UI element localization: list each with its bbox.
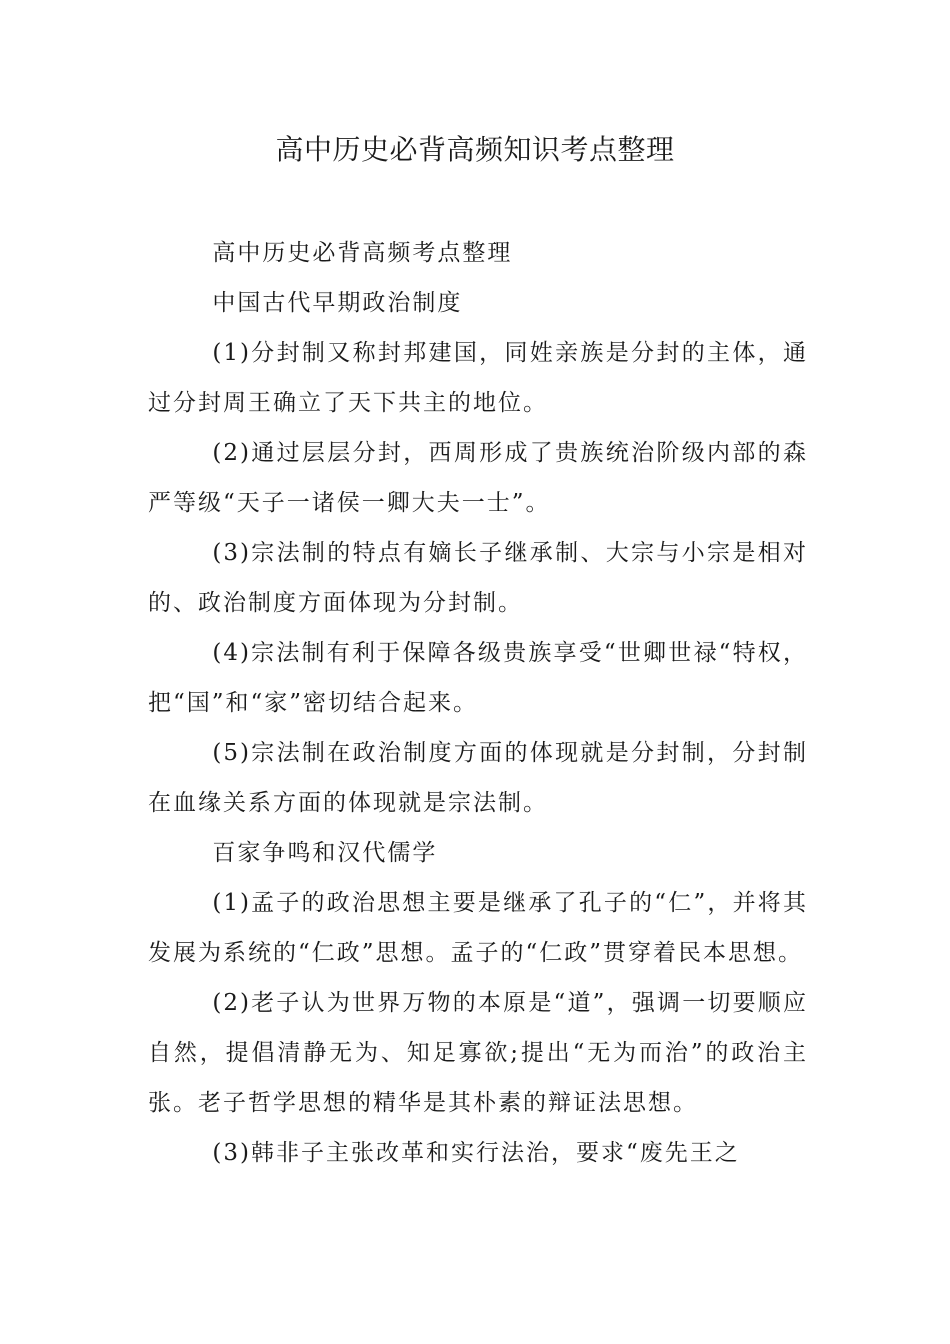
document-subtitle: 高中历史必背高频考点整理: [212, 240, 513, 266]
paragraph-item: (5)宗法制在政治制度方面的体现就是分封制，分封制在血缘关系方面的体现就是宗法制。: [148, 740, 808, 816]
document-body: [148, 228, 808, 1178]
paragraph-item: (2)通过层层分封，西周形成了贵族统治阶级内部的森严等级“天子一诸侯一卿大夫一士”。: [148, 440, 808, 516]
section-heading-early-political-system: 中国古代早期政治制度: [212, 290, 463, 316]
paragraph-item: (4)宗法制有利于保障各级贵族享受“世卿世禄“特权，把“国”和“家”密切结合起来。: [148, 640, 808, 716]
document-title: 高中历史必背高频知识考点整理: [275, 133, 675, 166]
section-heading-hundred-schools: 百家争鸣和汉代儒学: [212, 840, 438, 866]
paragraph-item: (3)宗法制的特点有嫡长子继承制、大宗与小宗是相对的、政治制度方面体现为分封制。: [148, 540, 808, 616]
paragraph-item: (3)韩非子主张改革和实行法治，要求“废先王之: [212, 1140, 740, 1166]
paragraph-item: (1)分封制又称封邦建国，同姓亲族是分封的主体，通过分封周王确立了天下共主的地位。: [148, 340, 808, 416]
paragraph-item: (2)老子认为世界万物的本原是“道”，强调一切要顺应自然，提倡清静无为、知足寡欲;提出“无为而治”的政治主张。老子哲学思想的精华是其朴素的辩证法思想。: [148, 990, 808, 1116]
paragraph-item: (1)孟子的政治思想主要是继承了孔子的“仁”，并将其发展为系统的“仁政”思想。孟子的“仁政”贯穿着民本思想。: [148, 890, 808, 966]
